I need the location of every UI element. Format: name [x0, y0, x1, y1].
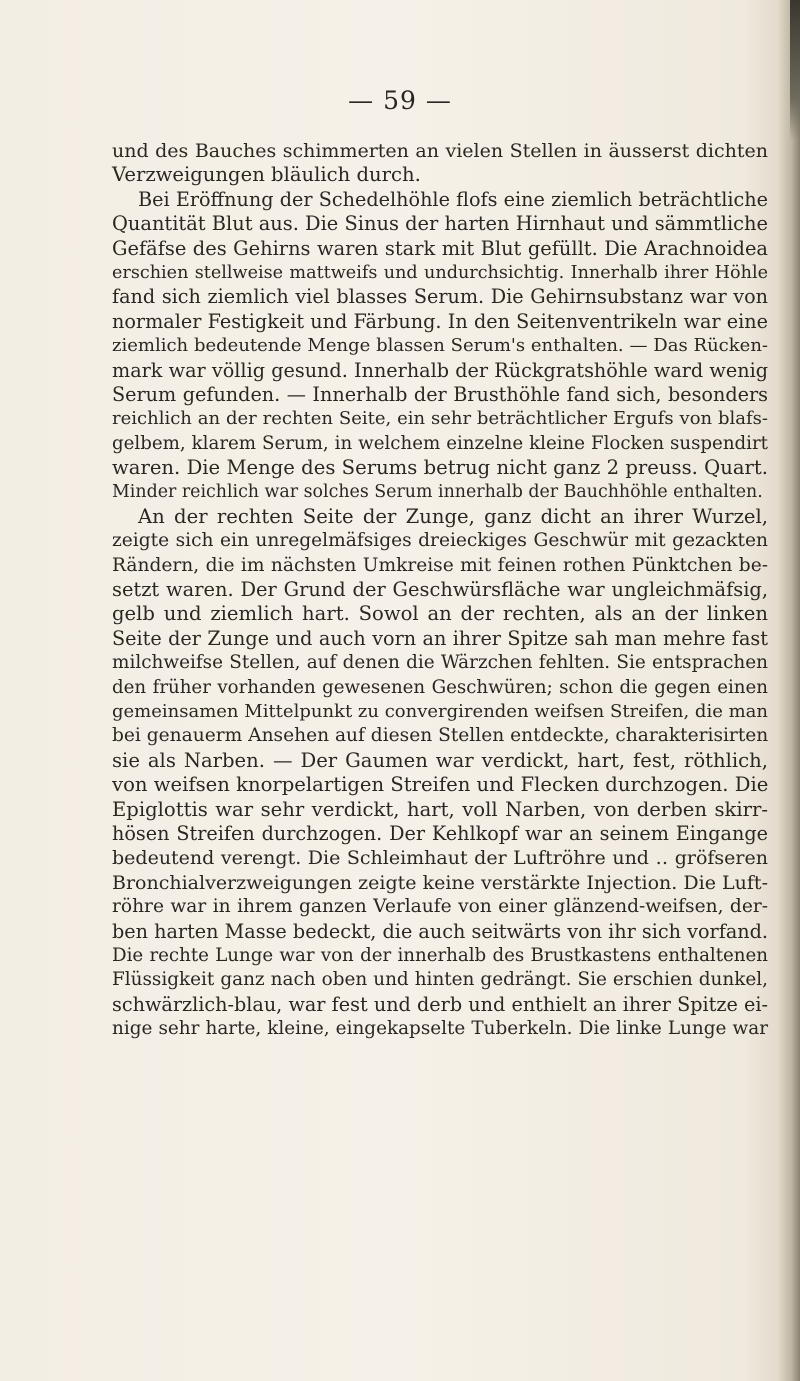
text-line: Verzweigungen bläulich durch.: [112, 163, 421, 187]
text-line: Quantität Blut aus. Die Sinus der harten Hirnhaut und sämmtliche: [112, 212, 768, 236]
text-line: erschien stellweise mattweifs und undurchsichtig. Innerhalb ihrer Höhle: [112, 262, 768, 283]
text-line: nige sehr harte, kleine, eingekapselte Tuberkeln. Die linke Lunge war: [112, 1018, 768, 1040]
text-line: zeigte sich ein unregelmäfsiges dreieckiges Geschwür mit gezackten: [112, 530, 768, 552]
text-line: Rändern, die im nächsten Umkreise mit feinen rothen Pünktchen be-: [112, 554, 768, 576]
text-line: setzt waren. Der Grund der Geschwürsfläche war ungleichmäfsig,: [112, 578, 768, 602]
text-line: Bei Eröffnung der Schedelhöhle flofs eine ziemlich beträchtliche: [138, 187, 768, 211]
text-line: gelbem, klarem Serum, in welchem einzelne kleine Flocken suspendirt: [112, 432, 768, 454]
text-line: Die rechte Lunge war von der innerhalb des Brustkastens enthaltenen: [112, 944, 768, 966]
text-line: hösen Streifen durchzogen. Der Kehlkopf war an seinem Eingange: [112, 821, 768, 845]
text-line: sie als Narben. — Der Gaumen war verdickt, hart, fest, röthlich,: [112, 748, 768, 772]
text-line: von weifsen knorpelartigen Streifen und Flecken durchzogen. Die: [112, 773, 769, 797]
text-line: waren. Die Menge des Serums betrug nicht ganz 2 preuss. Quart.: [112, 456, 768, 480]
text-line: Minder reichlich war solches Serum innerhalb der Bauchhöhle enthalten.: [112, 482, 763, 503]
text-line: bei genauerm Ansehen auf diesen Stellen entdeckte, charakterisirten: [112, 725, 769, 747]
text-line: Bronchialverzweigungen zeigte keine verstärkte Injection. Die Luft-: [112, 871, 768, 894]
text-line: reichlich an der rechten Seite, ein sehr beträchtlicher Ergufs von blafs-: [112, 408, 768, 430]
text-line: ben harten Masse bedeckt, die auch seitwärts von ihr sich vorfand.: [112, 919, 768, 943]
text-line: normaler Festigkeit und Färbung. In den Seitenventrikeln war eine: [112, 309, 768, 333]
text-line: milchweifse Stellen, auf denen die Wärzchen fehlten. Sie entsprachen: [112, 652, 768, 674]
text-line: schwärzlich-blau, war fest und derb und enthielt an ihrer Spitze ei-: [112, 992, 768, 1016]
text-line: röhre war in ihrem ganzen Verlaufe von einer glänzend-weifsen, der-: [112, 896, 768, 918]
page-edge-shadow: [778, 0, 800, 1381]
text-line: den früher vorhanden gewesenen Geschwüren; schon die gegen einen: [112, 676, 768, 698]
text-line: fand sich ziemlich viel blasses Serum. Die Gehirnsubstanz war von: [112, 285, 768, 309]
text-line: Serum gefunden. — Innerhalb der Brusthöhle fand sich, besonders: [112, 382, 768, 406]
text-line: ziemlich bedeutende Menge blassen Serum's enthalten. — Das Rücken-: [112, 335, 768, 357]
text-line: gemeinsamen Mittelpunkt zu convergirenden weifsen Streifen, die man: [112, 700, 768, 722]
text-line: und des Bauches schimmerten an vielen Stellen in äusserst dichten: [112, 140, 768, 162]
text-line: Epiglottis war sehr verdickt, hart, voll Narben, von derben skirr-: [112, 797, 768, 821]
body-text: [112, 139, 768, 1041]
text-line: mark war völlig gesund. Innerhalb der Rückgratshöhle ward wenig: [112, 358, 768, 382]
text-line: bedeutend verengt. Die Schleimhaut der Luftröhre und ‥ gröfseren: [112, 847, 768, 870]
text-line: An der rechten Seite der Zunge, ganz dicht an ihrer Wurzel,: [138, 504, 768, 528]
page-number-header: — 59 —: [348, 86, 452, 115]
page-edge-dark: [790, 0, 800, 140]
text-line: Flüssigkeit ganz nach oben und hinten gedrängt. Sie erschien dunkel,: [112, 969, 768, 991]
text-line: Gefäfse des Gehirns waren stark mit Blut gefüllt. Die Arachnoidea: [112, 236, 768, 260]
text-line: Seite der Zunge und auch vorn an ihrer Spitze sah man mehre fast: [112, 626, 768, 650]
text-line: gelb und ziemlich hart. Sowol an der rechten, als an der linken: [112, 602, 768, 626]
